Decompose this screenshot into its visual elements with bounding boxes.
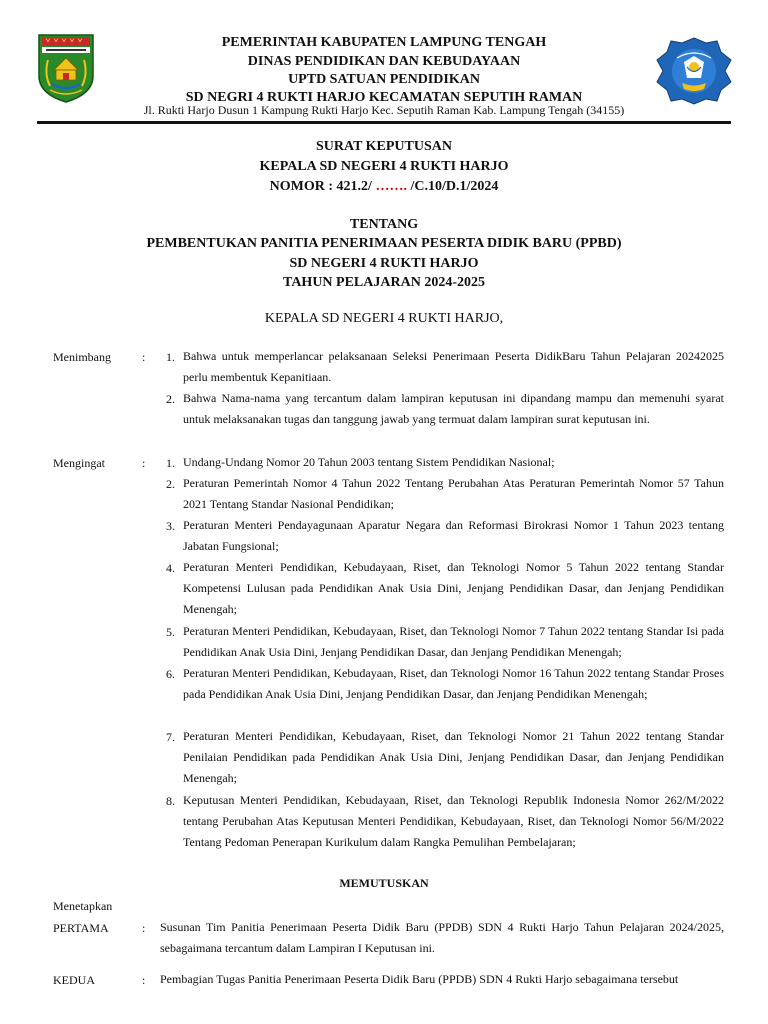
about-year: TAHUN PELAJARAN 2024-2025 bbox=[283, 275, 485, 290]
mengingat-item-number: 2. bbox=[166, 477, 175, 491]
mengingat-item-number: 4. bbox=[166, 561, 175, 575]
about-subject: PEMBENTUKAN PANITIA PENERIMAAN PESERTA DIDIK BARU (PPBD) bbox=[146, 236, 622, 251]
menimbang-item-number: 2. bbox=[166, 392, 175, 406]
pertama-colon: : bbox=[142, 921, 146, 935]
mengingat-item-text: Keputusan Menteri Pendidikan, Kebudayaan, Riset, dan Teknologi Republik Indonesia Nomor 262/M/2022 tentang Perubahan Atas Keputusan Menteri Pendidikan, Kebudayaan, Riset, dan Teknologi Nomor 56/M/2022 Tentang Pedoman Penerapan Kurikulum dalam Rangka Pemulihan Pembelajaran; bbox=[183, 793, 724, 850]
letterhead-agency: DINAS PENDIDIKAN DAN KEBUDAYAAN bbox=[247, 54, 521, 69]
mengingat-item-number: 3. bbox=[166, 519, 175, 533]
kedua-colon: : bbox=[142, 973, 146, 987]
about-heading: TENTANG bbox=[349, 217, 419, 232]
letterhead-school: SD NEGRI 4 RUKTI HARJO KECAMATAN SEPUTIH RAMAN bbox=[185, 90, 583, 105]
mengingat-item-text: Peraturan Menteri Pendayagunaan Aparatur Negara dan Reformasi Birokrasi Nomor 1 Tahun 2023 tentang Jabatan Fungsional; bbox=[183, 518, 724, 554]
menimbang-item-text: Bahwa Nama-nama yang tercantum dalam lampiran keputusan ini dipandang mampu dan memenuhi syarat untuk melaksanakan tugas dan tanggung jawab yang termuat dalam lampiran surat keputusan ini. bbox=[183, 391, 724, 427]
letterhead-unit: UPTD SATUAN PENDIDIKAN bbox=[288, 72, 480, 87]
mengingat-label: Mengingat bbox=[53, 456, 105, 470]
mengingat-item-text: Peraturan Menteri Pendidikan, Kebudayaan, Riset, dan Teknologi Nomor 21 Tahun 2022 tentang Standar Penilaian Pendidikan pada Pendidikan Anak Usia Dini, Jenjang Pendidikan Dasar, dan Jenjang Pendidikan Menengah; bbox=[183, 729, 724, 786]
decree-number-blank: ……. bbox=[375, 179, 407, 194]
decree-number bbox=[80, 177, 688, 197]
lampung-tengah-emblem-icon bbox=[36, 32, 96, 104]
tut-wuri-handayani-logo-icon bbox=[655, 36, 733, 106]
mengingat-item-text: Peraturan Menteri Pendidikan, Kebudayaan, Riset, dan Teknologi Nomor 7 Tahun 2022 tentang Standar Isi pada Pendidikan Anak Usia Dini, Jenjang Pendidikan Dasar, dan Jenjang Pendidikan Menengah; bbox=[183, 624, 724, 660]
pertama-text: Susunan Tim Panitia Penerimaan Peserta Didik Baru (PPDB) SDN 4 Rukti Harjo Tahun Pelajaran 2024/2025, sebagaimana tercantum dalam Lampiran I Keputusan ini. bbox=[160, 920, 724, 956]
memutuskan-heading: MEMUTUSKAN bbox=[339, 876, 429, 890]
pertama-label: PERTAMA bbox=[53, 921, 109, 935]
mengingat-item-text: Undang-Undang Nomor 20 Tahun 2003 tentang Sistem Pendidikan Nasional; bbox=[183, 455, 555, 469]
about-school: SD NEGERI 4 RUKTI HARJO bbox=[289, 256, 479, 271]
menimbang-item-number: 1. bbox=[166, 350, 175, 364]
menimbang-colon: : bbox=[142, 350, 146, 364]
letterhead-divider bbox=[37, 121, 731, 124]
decree-issuer: KEPALA SD NEGERI 4 RUKTI HARJO bbox=[259, 159, 509, 174]
menimbang-item-text: Bahwa untuk memperlancar pelaksanaan Seleksi Penerimaan Peserta DidikBaru Tahun Pelajaran 20242025 perlu membentuk Kepanitiaan. bbox=[183, 349, 724, 385]
decree-number-prefix: NOMOR : 421.2/ bbox=[269, 179, 372, 194]
letterhead-address: Jl. Rukti Harjo Dusun 1 Kampung Rukti Harjo Kec. Seputih Raman Kab. Lampung Tengah (34155) bbox=[143, 103, 625, 117]
mengingat-item-number: 6. bbox=[166, 667, 175, 681]
mengingat-item-text: Peraturan Pemerintah Nomor 4 Tahun 2022 Tentang Perubahan Atas Peraturan Pemerintah Nomor 57 Tahun 2021 Tentang Standar Nasional Pendidikan; bbox=[183, 476, 724, 512]
menetapkan-label: Menetapkan bbox=[53, 899, 113, 913]
mengingat-item-number: 1. bbox=[166, 456, 175, 470]
kedua-text: Pembagian Tugas Panitia Penerimaan Peserta Didik Baru (PPDB) SDN 4 Rukti Harjo sebagaimana tersebut bbox=[160, 972, 679, 986]
mengingat-item-number: 5. bbox=[166, 625, 175, 639]
mengingat-item-number: 7. bbox=[166, 730, 175, 744]
letterhead-government: PEMERINTAH KABUPATEN LAMPUNG TENGAH bbox=[221, 35, 547, 50]
kedua-label: KEDUA bbox=[53, 973, 95, 987]
mengingat-item-text: Peraturan Menteri Pendidikan, Kebudayaan, Riset, dan Teknologi Nomor 5 Tahun 2022 tentang Standar Kompetensi Lulusan pada Pendidikan Anak Usia Dini, Jenjang Pendidikan Dasar, dan Jenjang Pendidikan Menengah; bbox=[183, 560, 724, 617]
principal-heading: KEPALA SD NEGERI 4 RUKTI HARJO, bbox=[264, 311, 504, 326]
menimbang-label: Menimbang bbox=[53, 350, 111, 364]
decree-title: SURAT KEPUTUSAN bbox=[315, 139, 452, 154]
mengingat-item-text: Peraturan Menteri Pendidikan, Kebudayaan, Riset, dan Teknologi Nomor 16 Tahun 2022 tentang Standar Proses pada Pendidikan Anak Usia Dini, Jenjang Pendidikan Dasar, dan Jenjang Pendidikan Menengah; bbox=[183, 666, 724, 702]
mengingat-item-number: 8. bbox=[166, 794, 175, 808]
mengingat-colon: : bbox=[142, 456, 146, 470]
decree-number-suffix: /C.10/D.1/2024 bbox=[410, 179, 499, 194]
